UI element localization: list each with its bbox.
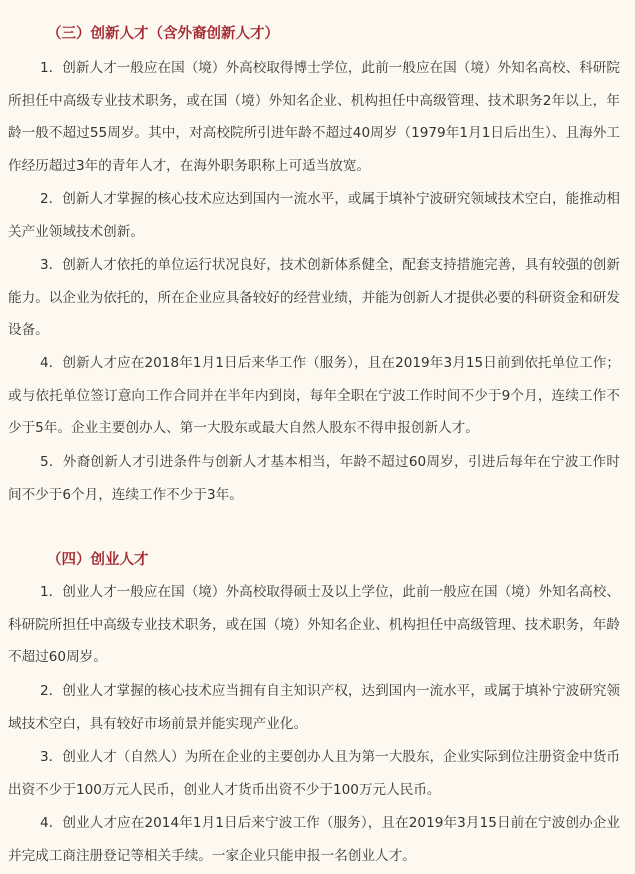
entrepreneur-talent-paragraph-1: 1．创业人才一般应在国（境）外高校取得硕士及以上学位，此前一般应在国（境）外知名高校、科研院所担任中高级专业技术职务，或在国（境）外知名企业、机构担任中高级管理、技术职务，年龄不超过60周岁。: [8, 584, 620, 665]
innovation-talent-paragraph-5: 5．外裔创新人才引进条件与创新人才基本相当，年龄不超过60周岁，引进后每年在宁波工作时间不少于6个月，连续工作不少于3年。: [8, 454, 620, 503]
section-heading-innovation-talent: （三）创新人才（含外裔创新人才）: [47, 26, 279, 42]
section-heading-entrepreneur-talent: （四）创业人才: [47, 552, 149, 568]
innovation-talent-paragraph-4: 4．创新人才应在2018年1月1日后来华工作（服务），且在2019年3月15日前到依托单位工作；或与依托单位签订意向工作合同并在半年内到岗，每年全职在宁波工作时间不少于9个月，连续工作不少于5年。企业主要创办人、第一大股东或最大自然人股东不得申报创新人才。: [8, 355, 620, 436]
entrepreneur-talent-paragraph-3: 3．创业人才（自然人）为所在企业的主要创办人且为第一大股东，企业实际到位注册资金中货币出资不少于100万元人民币，创业人才货币出资不少于100万元人民币。: [8, 749, 620, 798]
entrepreneur-talent-paragraph-2: 2．创业人才掌握的核心技术应当拥有自主知识产权，达到国内一流水平，或属于填补宁波研究领域技术空白，具有较好市场前景并能实现产业化。: [8, 683, 620, 732]
innovation-talent-paragraph-3: 3．创新人才依托的单位运行状况良好，技术创新体系健全，配套支持措施完善，具有较强的创新能力。以企业为依托的，所在企业应具备较好的经营业绩，并能为创新人才提供必要的科研资金和研发设备。: [8, 257, 620, 338]
innovation-talent-paragraph-1: 1．创新人才一般应在国（境）外高校取得博士学位，此前一般应在国（境）外知名高校、科研院所担任中高级专业技术职务，或在国（境）外知名企业、机构担任中高级管理、技术职务2年以上，年龄一般不超过55周岁。其中，对高校院所引进年龄不超过40周岁（1979年1月1日后出生）、且海外工作经历超过3年的青年人才，在海外职务职称上可适当放宽。: [8, 60, 620, 174]
entrepreneur-talent-paragraph-4: 4．创业人才应在2014年1月1日后来宁波工作（服务），且在2019年3月15日前在宁波创办企业并完成工商注册登记等相关手续。一家企业只能申报一名创业人才。: [8, 815, 620, 864]
innovation-talent-paragraph-2: 2．创新人才掌握的核心技术应达到国内一流水平，或属于填补宁波研究领域技术空白，能推动相关产业领域技术创新。: [8, 191, 620, 240]
